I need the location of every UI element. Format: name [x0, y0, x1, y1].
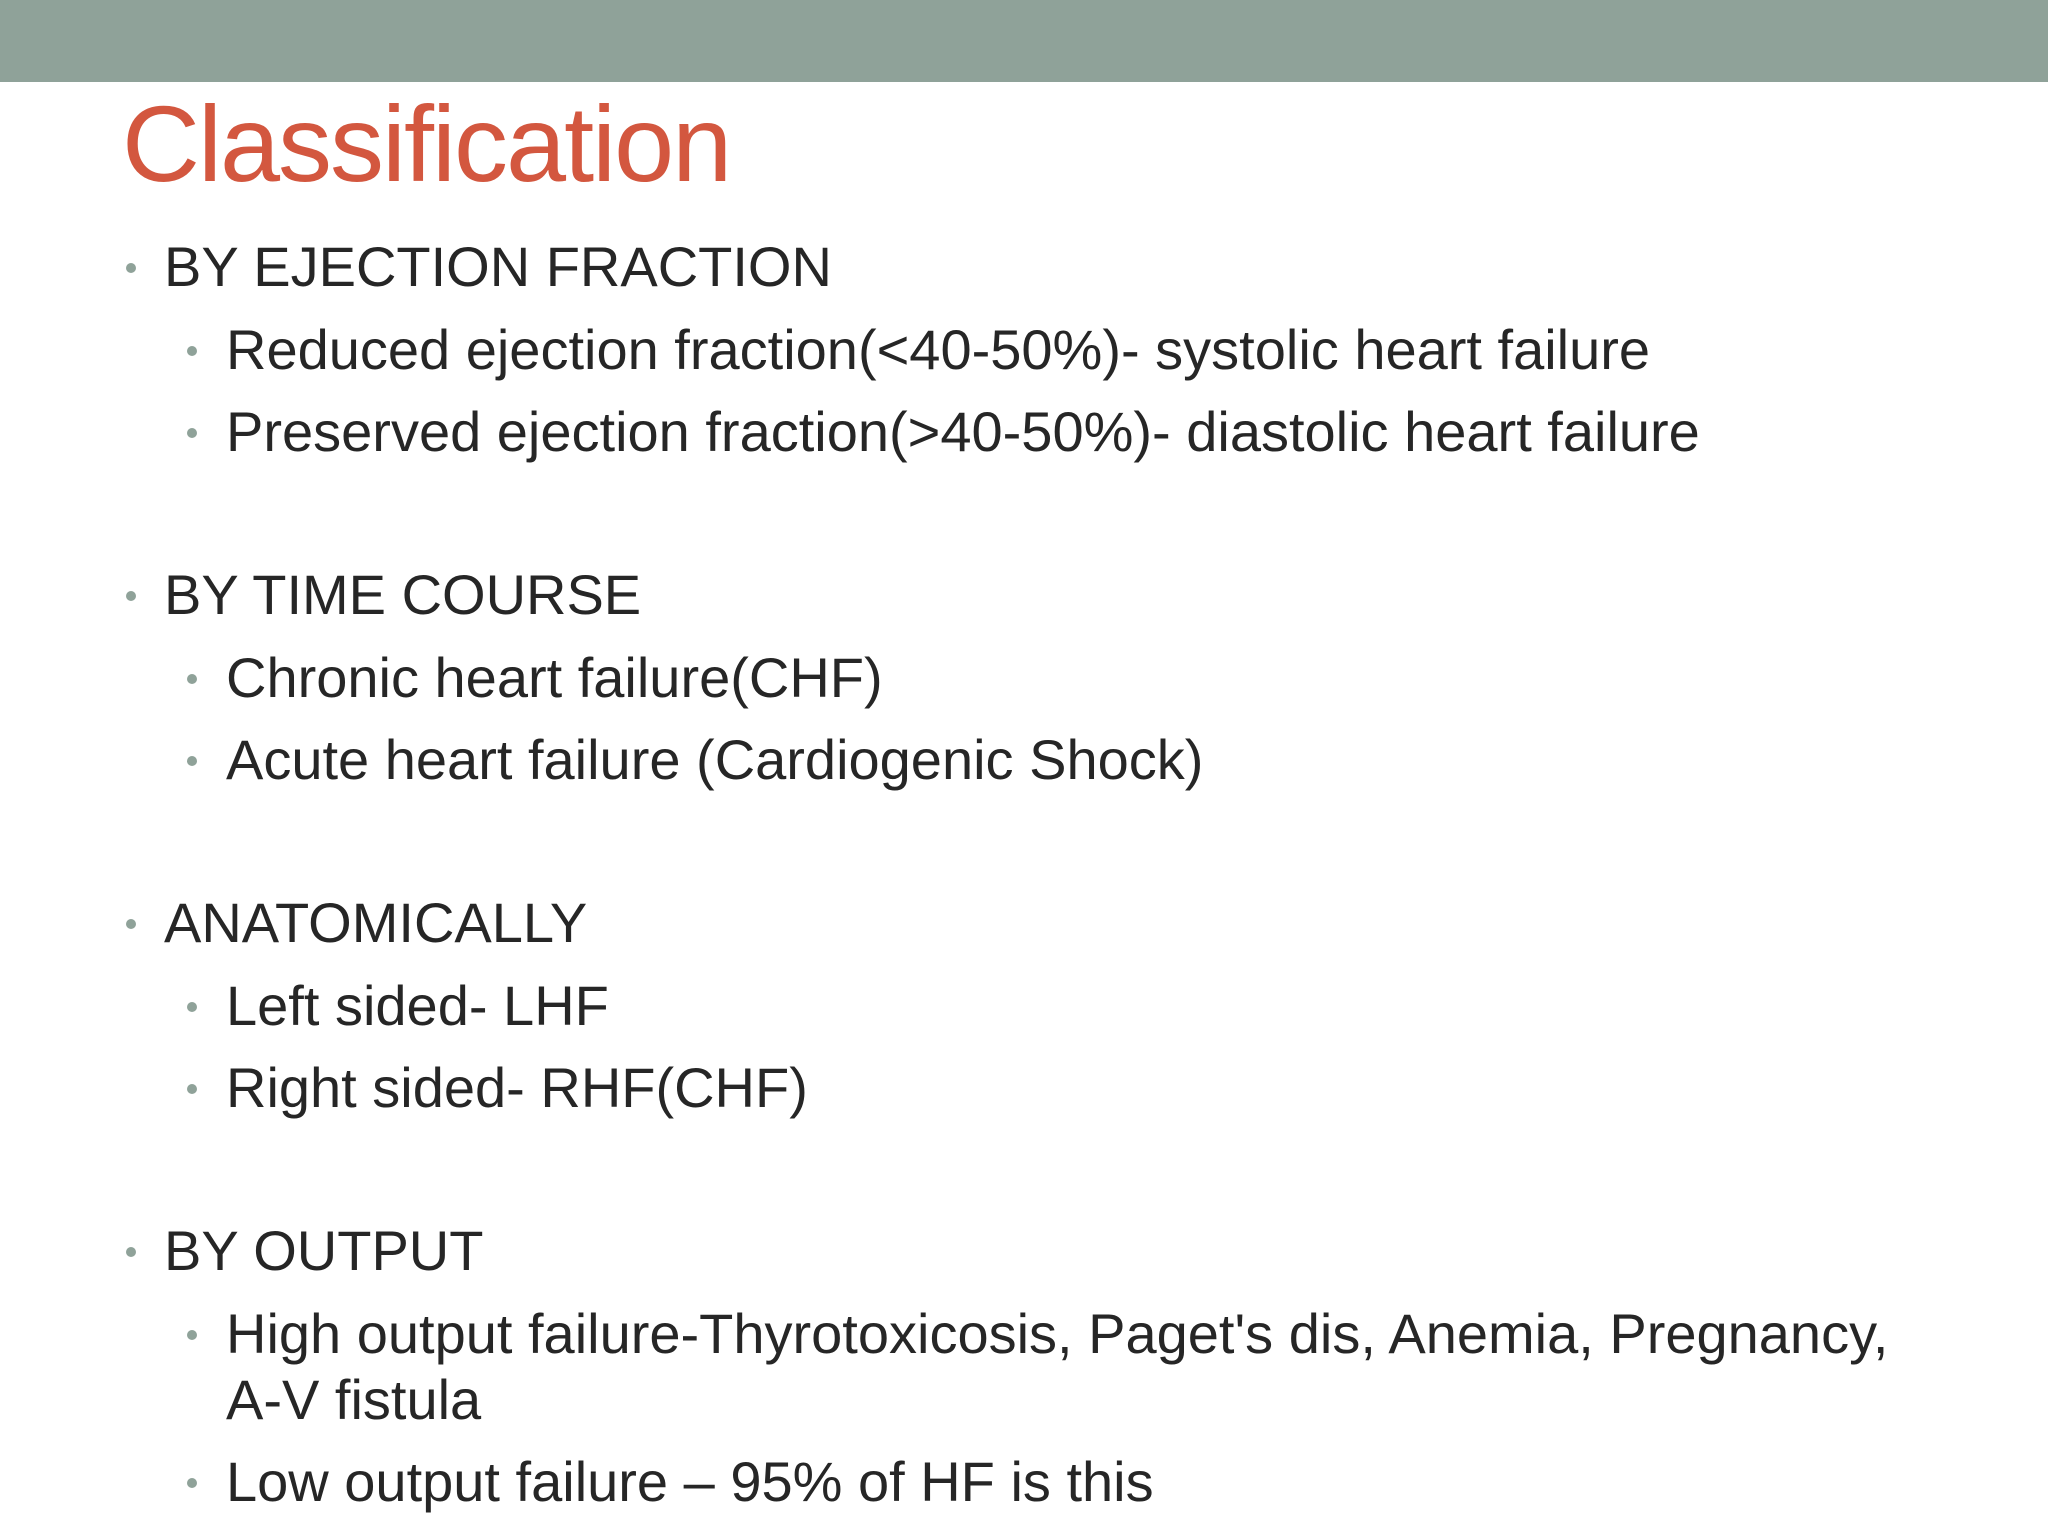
section-heading-text: BY EJECTION FRACTION — [164, 235, 832, 298]
bullet-icon — [187, 1478, 197, 1488]
section-heading-time-course — [164, 562, 641, 628]
list-item-text: Preserved ejection fraction(>40-50%)- diastolic heart failure — [226, 400, 1700, 463]
list-item-text: Right sided- RHF(CHF) — [226, 1056, 808, 1119]
list-item — [226, 1449, 1154, 1515]
list-item-text: Reduced ejection fraction(<40-50%)- systolic heart failure — [226, 318, 1651, 381]
bullet-icon — [187, 1084, 197, 1094]
list-item — [226, 973, 609, 1039]
list-item-text: Left sided- LHF — [226, 974, 609, 1037]
section-heading-text: BY OUTPUT — [164, 1219, 484, 1282]
list-item-text: Low output failure – 95% of HF is this — [226, 1450, 1154, 1513]
list-item — [226, 317, 1650, 383]
section-heading-output — [164, 1218, 483, 1284]
bullet-icon — [187, 346, 197, 356]
bullet-icon — [126, 263, 136, 273]
bullet-icon — [187, 428, 197, 438]
list-item — [226, 645, 883, 711]
section-heading-text: ANATOMICALLY — [164, 891, 588, 954]
bullet-icon — [187, 1002, 197, 1012]
list-item — [226, 1055, 808, 1121]
list-item-text: High output failure-Thyrotoxicosis, Paget's dis, Anemia, Pregnancy, A-V fistula — [226, 1302, 1889, 1431]
list-item — [226, 399, 1700, 465]
list-item-text: Acute heart failure (Cardiogenic Shock) — [226, 728, 1204, 791]
bullet-icon — [187, 756, 197, 766]
section-heading-ejection-fraction — [164, 234, 832, 300]
list-item-text: Chronic heart failure(CHF) — [226, 646, 883, 709]
bullet-icon — [126, 1247, 136, 1257]
top-banner — [0, 0, 2048, 82]
section-heading-text: BY TIME COURSE — [164, 563, 642, 626]
list-item — [226, 1301, 1946, 1433]
section-heading-anatomically — [164, 890, 587, 956]
slide-title: Classification — [122, 83, 731, 204]
list-item — [226, 727, 1203, 793]
bullet-icon — [187, 1330, 197, 1340]
bullet-icon — [187, 674, 197, 684]
bullet-icon — [126, 591, 136, 601]
bullet-icon — [126, 919, 136, 929]
